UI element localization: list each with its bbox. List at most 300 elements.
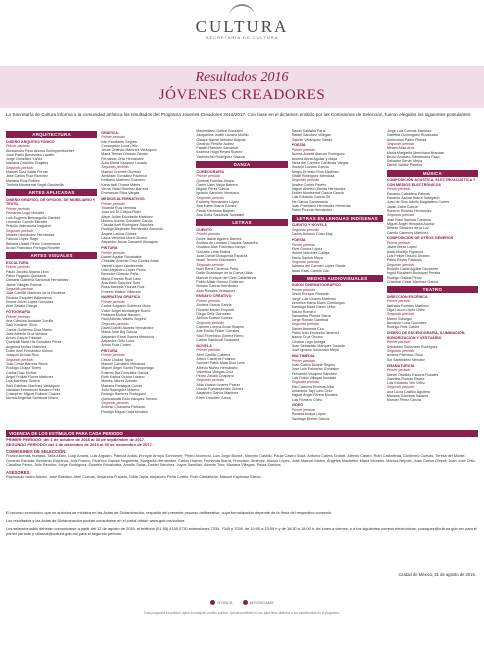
winner-name: Luis Felipe Orozco Álvarez	[386, 254, 430, 259]
winner-name: Javan Zafra García	[386, 204, 418, 209]
winner-name: Alejandra Ortiz Luna	[101, 338, 134, 343]
category-heading: LETRAS EN LENGUAS INDÍGENAS	[292, 215, 383, 222]
winner-name: Aura María Vázquez Lozada	[101, 160, 147, 165]
period-label: Primer periodo	[291, 358, 316, 363]
social-facebook-label: /FONCA	[217, 600, 233, 605]
category-heading: ARTES VISUALES	[6, 252, 97, 259]
winner-name: Christian Antonio Cruz Gómez Arias	[101, 259, 159, 264]
winner-name: Nathalia Fuentes Martínez	[386, 303, 429, 308]
winner-name: Ernesto Walker Villarreal	[101, 289, 141, 294]
discipline-heading: COMPOSICIÓN ACÚSTICA, ELECTROACÚSTICA Y CON MEDIOS ELECTRÓNICOS	[386, 178, 476, 187]
discipline-heading: COREOGRAFÍA	[196, 169, 225, 174]
period-label: Primer periodo	[291, 147, 316, 152]
discipline-heading: PINTURA	[101, 246, 118, 251]
period-label: Primer periodo	[386, 187, 411, 192]
winner-name: Verna Yadid Ramírez Barrera	[101, 186, 149, 191]
vigencia-second-period: SEGUNDO PERIODO: del 1 de diciembre de 2016 al 30 de noviembre de 2017.	[6, 442, 153, 447]
winner-name: Julia Camille Martínez de la Escalera	[6, 291, 66, 296]
winner-name: Claudia Itzel Rodríguez Sánchez	[101, 223, 154, 228]
social-facebook[interactable]	[210, 600, 232, 605]
results-columns	[6, 129, 478, 426]
note-resources: El recurso económico que se autoriza se ministra en las Actas de Dictaminación, respaldo del presente proceso deliberativo, cuya formalización depende de la firma del respectivo convenio.	[6, 510, 333, 515]
period-label: Segundo periodo	[196, 195, 224, 200]
facebook-icon	[210, 600, 215, 605]
social-twitter[interactable]	[243, 600, 274, 605]
winner-name: Isaac Montijo Figueroa	[386, 249, 424, 254]
discipline-heading: GRÁFICA	[101, 130, 119, 135]
winner-name: Manuel Díaz Salas Porras	[6, 170, 48, 175]
winner-name: Eduardo Caballero Palmas	[386, 191, 430, 196]
discipline-heading: DIRECCIÓN ESCÉNICA	[386, 294, 428, 299]
winner-name: Miguel Ángel Garibi Franquelago	[101, 366, 154, 371]
discipline-heading: CUENTO	[196, 227, 212, 232]
winner-name: Gustavo Alan Francisco Idroyo	[196, 245, 246, 250]
winner-name: Mauro Romero	[291, 309, 316, 314]
winner-name: Dulce Itzel Fernández Alonso	[6, 349, 53, 354]
period-label: Primer periodo	[386, 299, 411, 304]
asesores-text: Raymundo Isidro Alavez, José Bastiani, Abel Cuevas, Alejandra Frausto, Gilda Tapia, Alejandro Peña Cortés, Ruth Castañeda, Manuel Espinosa Sáenz.	[6, 475, 262, 480]
winner-name: Valentina Villegas Cruz	[196, 369, 234, 374]
period-label: Segundo periodo	[386, 349, 415, 354]
winner-name: Emmanuel Silva Vargas	[101, 191, 140, 196]
title-band	[0, 66, 484, 108]
period-label: Segundo periodo	[386, 385, 415, 390]
note-results-portal: Los resultados y las Actas de Dictaminación podrán consultarse en el portal oficial: www.gob.mx/cultura	[6, 518, 185, 523]
discipline-heading: PINTURA	[101, 348, 118, 353]
winner-name: Elsi Carmina Encinas Alba	[291, 384, 334, 389]
winner-name: Emiliano Martínez Guerrero	[101, 178, 146, 183]
winner-name: Luis Eduardo García Gil	[291, 195, 330, 200]
winner-name: Pablo Rogaolo Quintanar	[6, 273, 47, 278]
winner-name: María Teresa Olmedo Zavala	[101, 152, 148, 157]
period-label: Segundo periodo	[291, 178, 319, 183]
footer	[0, 600, 484, 615]
period-label: Primer periodo	[196, 348, 220, 353]
winner-name: Daniel Osvaldo Esdoria Rosales	[386, 372, 439, 377]
winner-name: Concepción Luna Ortiz	[101, 143, 138, 148]
winner-name: María Ernesto Ruel Lauz	[101, 276, 141, 281]
winner-name: Pablo Picenia Hernández	[291, 208, 333, 213]
period-label: Primer periodo	[291, 287, 316, 292]
winner-name: Santiago Mara Green Uribe	[291, 305, 336, 310]
winner-name: Aleph Julián Escobedo Martínez	[101, 214, 153, 219]
asesores-heading: ASESORES:	[6, 470, 31, 476]
winner-name: Ana Sofía Sandoval Toussaint	[196, 213, 245, 218]
winner-name: Rosa Marcela Ysunza Ruiz	[101, 285, 145, 290]
winner-name: Uriel Alejandro López Pérez	[101, 268, 146, 273]
winner-name: Miriam Alcia Arce	[386, 146, 415, 151]
category-heading: LETRAS	[196, 219, 287, 226]
winner-name: Fernando Vázquez Sánchez	[291, 371, 337, 376]
winner-name: Moisés Hernández Hernández	[6, 232, 55, 237]
winner-name: Horacio Lozano García	[291, 165, 329, 170]
winner-name: Ana Lucía Castillo Aguilera	[386, 389, 430, 394]
winner-name: Elvis Guerra López	[291, 246, 323, 251]
winner-name: Manuel Camacho Mendoza	[101, 362, 146, 367]
winner-name: Damaris Gabriela Sandoval Hernández	[6, 278, 69, 283]
period-label: Segundo periodo	[196, 262, 224, 267]
winner-name: Manuel Enrique del Cielo Castellanos	[196, 275, 257, 280]
brand-name: CULTURA	[195, 17, 289, 36]
winner-name: Pablo Alfaib Gómez Gutiérrez	[196, 279, 244, 284]
winner-name: Eridamy Hernández López	[196, 200, 239, 205]
winner-name: Julio Rodríguez Moreno	[101, 387, 140, 392]
winner-name: Jaime Villegas Ramos	[6, 282, 42, 287]
winner-name: Ainhoa Suárez Gómez	[196, 316, 233, 321]
winner-name: Alejandro Jesús Zamarrie Almaguer	[101, 240, 159, 245]
winner-name: Ruth Karina Ochoa Lozano	[101, 375, 145, 380]
winner-name: Roberto Ricardo Hernández	[386, 209, 432, 214]
discipline-heading: COMPOSICIÓN DE OTROS GÉNEROS	[386, 236, 454, 241]
issue-date: Ciudad de México, 31 de agosto de 2016.	[398, 572, 476, 577]
winner-name: Gabriela Domínguez Ruvalcaba	[386, 133, 438, 138]
winner-name: Jorge Román Gamboa	[291, 318, 328, 323]
winner-name: Moisés García Hernández	[196, 284, 239, 289]
winner-name: Carlos Guillermo Díaz Martín	[6, 327, 53, 332]
winner-name: Angelina Nuñez Martínez	[6, 344, 47, 349]
winner-name: María Margarita Menchaca Brandan	[386, 150, 445, 155]
winner-name: Carlos Sandoval Toussaint	[196, 337, 239, 342]
winner-name: Juan Francisco Hernández Herrerías	[291, 204, 351, 209]
winner-name: Miguel Pérez García	[196, 187, 230, 192]
winner-name: Nancy Cruz Orozco	[291, 335, 323, 340]
period-label: Primer periodo	[101, 299, 125, 304]
winner-name: Juan Sebastián Márquez Tostado	[291, 344, 345, 349]
results-column-4	[292, 129, 383, 426]
winner-name: Miguel Ángel Rivera Morales	[291, 393, 338, 398]
title-year: Resultados 2016	[195, 70, 289, 85]
category-heading: ARTES APLICADAS	[6, 189, 97, 196]
winner-name: Juan Daniel Mosqueda Esparza	[196, 254, 248, 259]
discipline-heading: DISEÑO DE ESCENOGRAFÍA, ILUMINACIÓN, SONORIZACIÓN Y VESTUARIO	[386, 331, 466, 340]
winner-name: Nahatan Emmanuel Navarro Félix	[6, 387, 61, 392]
winner-name: Norma Araceli Alarcón Rodríguez	[291, 152, 345, 157]
winner-name: Alessandro Pavo Alonso Schleppenkoetter	[6, 148, 74, 153]
winner-name: José Carlos Ruiz Ramírez	[6, 174, 48, 179]
winner-name: Víctor Ángel Montalegre Romo	[101, 308, 151, 313]
winner-name: Noel René Cisneros Peña	[196, 267, 238, 272]
winner-name: Adriana del Carmen López Sántiz	[291, 264, 346, 269]
winner-name: Fernando Ortiz Hernández	[101, 156, 144, 161]
winner-name: Juan Carlos Duarte Regino	[291, 363, 335, 368]
winner-name: Aida Vivana Linares Parker	[196, 382, 240, 387]
winner-name: Saúl Kaminer Girón	[6, 323, 38, 328]
period-label: Segundo periodo	[291, 227, 319, 232]
winner-name: Ana Karen Ibarra Gómez	[196, 204, 237, 209]
winner-name: Ignacio Sánchez Verdusco	[196, 191, 239, 196]
winner-name: Manuel Pérez García	[386, 398, 421, 403]
period-label: Primer periodo	[386, 241, 411, 246]
winner-name: Julio César Barrera Sierra	[6, 362, 48, 367]
winner-name: César Ciudad Tapia	[101, 357, 133, 362]
winner-name: Rodrigo Galicia Pérez	[386, 275, 422, 280]
winner-name: Yareeli López Landeverde	[101, 263, 143, 268]
results-column-2	[101, 129, 192, 426]
period-label: Primer periodo	[196, 298, 220, 303]
winner-name: David Daniel Álvarez Hernández	[101, 325, 154, 330]
winner-name: Mariana Ríos Robles	[6, 178, 40, 183]
discipline-heading: FOTOGRAFÍA	[6, 309, 31, 314]
winner-name: Carmen Lorena Amat Shapiro	[196, 324, 244, 329]
winner-name: Ana Emilia Felker Corrales	[196, 329, 240, 334]
winner-name: Maximiliano Gatica González	[196, 129, 243, 133]
winner-name: Quetzalcoatl Raúl Vázquez Tenorio	[101, 396, 158, 401]
winner-name: Alejandro Elma Gómez Mendoza	[101, 334, 154, 339]
winner-name: Hubert Martínez Calleja	[291, 251, 330, 256]
discipline-heading: DISEÑO ARQUITECTÓNICO	[6, 139, 55, 144]
period-label: Primer periodo	[6, 144, 30, 149]
period-label: Segundo periodo	[6, 228, 34, 233]
winner-name: Abraham González Pacheco	[101, 173, 147, 178]
winner-name: Yacksechel Rodríguez Salazar	[196, 154, 246, 159]
winner-name: Juan Izu Di Crispol Rojel	[101, 210, 141, 215]
discipline-heading: CUENTO Y NOVELA	[291, 223, 327, 228]
winner-name: Mauro Solsegui	[386, 316, 412, 321]
winner-name: Gladys Noemí Méndez Alayola	[196, 137, 246, 142]
winner-name: Santiago Bretón García	[291, 416, 330, 421]
winner-name: Jorge González Yáñez	[6, 157, 43, 162]
social-links	[0, 600, 484, 605]
discipline-heading: DRAMATURGIA	[386, 363, 415, 368]
winner-name: Ángel Froilán Flores Martínez	[6, 374, 54, 379]
winner-name: Thelma Montserrat Segal Gardavilla	[6, 182, 64, 187]
winner-name: Luis Eduardo Yee Vélez	[386, 381, 425, 386]
winner-name: Aldo Rosales Velázquez	[196, 288, 236, 293]
winner-name: Antonio Chavarría Pichardo	[101, 405, 146, 410]
winner-name: Israel Tenorio Holzwarter	[196, 258, 237, 263]
results-column-5	[387, 129, 478, 426]
period-label: Segundo periodo	[386, 312, 415, 317]
winner-name: Sergio Ernesto Ríos Martínez	[291, 169, 339, 174]
winner-name: Andrea de Lourdes Chapela Saavedra	[196, 241, 258, 246]
vigencia-heading: VIGENCIA DE LOS ESTÍMULOS PARA CADA PERIODO	[6, 430, 478, 437]
page-title: JÓVENES CREADORES	[158, 87, 326, 103]
winner-name: Luis Rubio Villegas Iturralde	[291, 376, 337, 380]
winner-name: María Santos Meza	[291, 255, 323, 260]
comisiones-heading: COMISIONES DE SELECCIÓN:	[6, 449, 67, 454]
note-contact: Los seleccionados deberán comunicarse a partir del 12 de agosto de 2016, al teléfono (01 55) 4155 0730 extensiones 7034, 7040 y 7039, de 10:00 a 15:00 h y de 16:30 a 18:00 h, de lunes a viernes, o a los siguientes correos electrónicos: cvazquez@cultura.gob.mx para el primer periodo y villareal@cultura.gob.mx para el segundo periodo.	[6, 526, 477, 536]
winner-name: Marisol Cremes Guzmán	[101, 169, 141, 174]
winner-name: Bruno Amadeo Santamaría Razo	[386, 154, 440, 159]
winner-name: Erasmo Ilya González García	[101, 370, 149, 375]
winner-name: Yolanda Ruíz Heredia	[101, 205, 137, 210]
winner-name: Saúl Esteban Martínez Velázquez	[6, 383, 60, 388]
winner-name: Sol Santibáñez Méndez	[386, 357, 425, 362]
winner-name: José Luis Palomino González	[291, 367, 339, 372]
winner-name: Darim Uziel Mejía Barrera	[196, 182, 238, 187]
winner-name: Javier Meza López	[386, 245, 417, 250]
winner-name: Cristóbal César Martínez García	[386, 279, 439, 284]
period-label: Primer periodo	[101, 353, 125, 358]
winner-name: Ingrid Elizabeth Bousquet Peralta	[386, 271, 441, 276]
winner-name: Camilo Cisneros Martínez	[386, 230, 429, 235]
period-label: Segundo periodo	[6, 286, 34, 291]
discipline-heading: MEDIOS ALTERNATIVOS	[101, 196, 145, 201]
brand-subtitle: SECRETARÍA DE CULTURA	[205, 35, 279, 40]
period-label: Segundo periodo	[291, 380, 319, 385]
notes-section	[6, 510, 478, 539]
legal-notice: Este programa es público, ajeno a cualquier partido político. Queda prohibido el uso para fines distintos a los establecidos en el programa.	[144, 611, 340, 616]
results-column-3	[196, 129, 287, 426]
winner-name: Abril Castillo Cabrera	[196, 352, 231, 357]
winner-name: Mariana Paniagua Corrés	[101, 383, 143, 388]
period-label: Primer periodo	[101, 250, 125, 255]
discipline-heading: POESÍA	[291, 143, 306, 148]
vigencia-first-period: PRIMER PERIODO: del 1 de octubre de 2016 al 30 de septiembre de 2017.	[6, 437, 146, 442]
winner-name: Saúl Florentino Gómez Fierro	[196, 333, 244, 338]
winner-name: Norma Angélica Sandoval Bravo	[6, 396, 58, 401]
winner-name: Raúl Alfonso Valdés Segura	[101, 317, 146, 322]
winner-name: Karla Itzel Ovarra Mares	[101, 182, 141, 187]
winner-name: Quetzalli Nicte-Ha González Pérez	[6, 340, 62, 345]
winner-name: Emma Jeizel López González	[6, 299, 54, 304]
winner-name: Cristopher Miguel Rolland Chávez	[6, 392, 61, 397]
winner-name: Leonardo Carrillo Méndez	[6, 219, 48, 224]
winner-name: Esther Montserrat García García	[291, 191, 344, 196]
category-heading: MEDIOS AUDIOVISUALES	[292, 275, 383, 282]
seal-icon	[229, 4, 255, 18]
winner-name: Olga Laura López Uribe	[386, 308, 425, 313]
winner-name: Rodrigo Chapa Torres	[6, 366, 42, 371]
winner-name: Andrea Pacheco Ossa	[386, 353, 423, 358]
winner-name: Carlos Antonio Chan May	[291, 232, 333, 237]
period-label: Primer periodo	[6, 265, 30, 270]
winner-name: Arturo Cisneros Polanco	[196, 356, 236, 361]
winner-name: Mónica Ivonne González García	[101, 218, 153, 223]
winner-name: Berenice Olmedo Peña	[101, 272, 139, 277]
winner-name: Jacqueline Judith Lozano Murillo	[196, 133, 249, 138]
winner-name: Iris García Santamaría	[291, 199, 328, 204]
period-label: Segundo periodo	[386, 141, 415, 146]
winner-name: Alfredo Sánchez de la Luz	[386, 226, 429, 231]
winner-name: Juan Pablo Benavides Lavalle	[6, 152, 55, 157]
period-label: Primer periodo	[291, 242, 316, 247]
winner-name: Itzamna Hugo Reyes Suárez	[196, 150, 243, 155]
period-label: Segundo periodo	[6, 357, 34, 362]
discipline-heading: POESÍA	[291, 237, 306, 242]
winner-name: Gonzalo Lima Molina	[196, 249, 231, 254]
discipline-heading: GUION CINEMATOGRÁFICO	[291, 283, 342, 288]
winner-name: Gabriel Velázquez Toledo	[291, 137, 333, 142]
winner-name: Daniel Valdéz Puertos	[386, 163, 423, 168]
period-label: Segundo periodo	[386, 262, 415, 267]
winner-name: Carlos Augusto Gutiérrez Mora	[101, 304, 151, 309]
period-label: Primer periodo	[386, 368, 411, 373]
winner-name: Gerardo Peroña Juárez	[196, 141, 234, 146]
winner-name: Fabiola López Rago	[6, 237, 39, 242]
intro-paragraph: La Secretaría de Cultura informa a la comunidad artística los resultados del Programa Jóvenes Creadores 2016/2017. Con base en el dictamen emitido por las Comisiones de Selección, fueron elegidos los siguientes postulantes:	[6, 112, 472, 117]
social-twitter-label: @FONCAMX	[249, 600, 274, 605]
winner-name: Andrea García García	[196, 303, 232, 308]
winner-name: Arturo Ruiz Cortés	[101, 343, 131, 348]
winner-name: Alfredo Núñez Hernández	[196, 365, 238, 370]
winner-name: Samuel Pablo Mata Díaz León	[196, 361, 246, 366]
winner-name: José Alfredo Cruz Medina	[6, 331, 48, 336]
winner-name: Abel Zavala Ortega	[6, 304, 37, 309]
winner-name: Andrea Alicia Aguilar y Maya	[291, 156, 338, 161]
vigencia-section	[6, 430, 478, 447]
winner-name: Isaac Esaú Carrillo Can	[291, 268, 330, 273]
cultura-logo	[0, 4, 484, 40]
winner-name: Ricardo Esquivel Ballesteros	[6, 295, 52, 300]
winner-name: Pablo Ivan Escareño Jiménez	[291, 331, 340, 336]
winner-name: Daniel Aguilar Ruvalcaba	[101, 255, 142, 260]
winner-name: Laura Verónica Mora Orozco	[101, 236, 148, 241]
winner-name: Jorge Luis Cuevas Martínez	[386, 129, 432, 133]
period-label: Primer periodo	[196, 232, 220, 237]
winner-name: Paulo Jacobo Aldana León	[6, 269, 49, 274]
winner-name: Ricardo Medel Esquivel	[196, 307, 235, 312]
winner-name: Luis Martínez Guerra	[6, 379, 40, 384]
period-label: Segundo periodo	[101, 165, 129, 170]
discipline-heading: DISEÑO GRÁFICO, DE OFICIOS, DE MOBILIARIO Y TEXTIL	[6, 197, 96, 207]
winner-name: Eduardo Azecte Ibarra Salvigarín	[386, 196, 440, 201]
period-label: Segundo periodo	[196, 320, 224, 325]
winner-name: Paola Kirchman Balpich	[196, 208, 235, 213]
period-label: Segundo periodo	[196, 378, 224, 383]
winner-name: Jorge Luis Linares Martínez	[291, 296, 336, 301]
winner-name: Ana Carolina Andrade Zorrilla	[6, 318, 54, 323]
period-label: Primer periodo	[101, 201, 125, 206]
winner-name: Sebastián Solórzano Rodríguez	[386, 344, 438, 349]
winner-name: Miguel Ángel Hinojosa Aquino	[386, 222, 435, 227]
period-label: Primer periodo	[196, 174, 220, 179]
results-column-1	[6, 129, 97, 426]
winner-name: Gabriela Román Rivera	[386, 376, 425, 381]
winner-name: Cristina Lugo Arriaga	[291, 339, 326, 344]
winner-name: Bibiana Lissett Pérez Colmenares	[6, 241, 61, 246]
winner-name: Irán Escalante Segura	[101, 139, 137, 144]
winner-name: Luis Romero Chino	[291, 397, 323, 402]
winner-name: Xitlalli Rodríguez Mendoza	[291, 173, 335, 178]
category-heading: DANZA	[196, 161, 287, 168]
winner-name: Efrén Ordóñez Garza	[196, 395, 231, 400]
period-label: Segundo periodo	[291, 322, 319, 327]
discipline-heading: ENSAYO CREATIVO	[196, 294, 232, 299]
category-heading: ARQUITECTURA	[6, 131, 97, 138]
winner-name: José Raúl Ibarrola Cardona	[386, 217, 431, 222]
winner-name: Mariana Ordóñez Grajales	[6, 161, 49, 166]
discipline-heading: MULTIMEDIA	[291, 354, 315, 359]
winner-name: Carlos Díaz Muñoz	[6, 370, 37, 375]
period-label: Segundo periodo	[386, 213, 415, 218]
period-label: Primer periodo	[6, 314, 30, 319]
winner-name: Jesús Orlando Martínez Velázquez	[101, 148, 157, 153]
winner-name: Rodrigo Miguel Gaja Morales	[101, 409, 148, 414]
winner-name: Roxana Anaya López	[291, 412, 326, 417]
winner-name: Diego Ortíz González	[196, 311, 231, 316]
winner-name: Alejandro García Martínez	[196, 391, 239, 396]
winner-name: Mariana Gándara Salazar	[386, 394, 428, 399]
winner-name: Pedro Zavala Chaparro	[196, 374, 234, 379]
winner-name: Moisés Jáurez Arévalo	[101, 379, 138, 384]
winner-name: Ursula Fuentesberain Gómez	[196, 387, 244, 392]
period-label: Segundo periodo	[291, 259, 319, 264]
winner-name: Rodolfo David Aguilar Dezarrete	[386, 267, 439, 272]
period-label: Primer periodo	[6, 206, 30, 211]
winner-name: Armando Luna González	[386, 321, 427, 326]
period-label: Segundo periodo	[6, 165, 34, 170]
winner-name: Miguel Ahmed Obeida Hernández	[291, 186, 346, 191]
winner-name: Luis Eugenio Bermeguillo Gamble	[6, 215, 61, 220]
winner-name: Rodrigo Alejandro Hernández Acevedo	[101, 227, 164, 232]
winner-name: Azalea Cortés Pineiro	[291, 182, 327, 187]
winner-name: Fabián Ramírez Sandoval	[196, 146, 238, 151]
category-heading: TEATRO	[387, 286, 478, 293]
winner-name: Arturo García Trinidad	[6, 336, 42, 341]
winner-name: Daniel Saldaña París	[291, 129, 326, 133]
winner-name: Rodrigo Ramírez Rodríguez	[101, 392, 146, 397]
